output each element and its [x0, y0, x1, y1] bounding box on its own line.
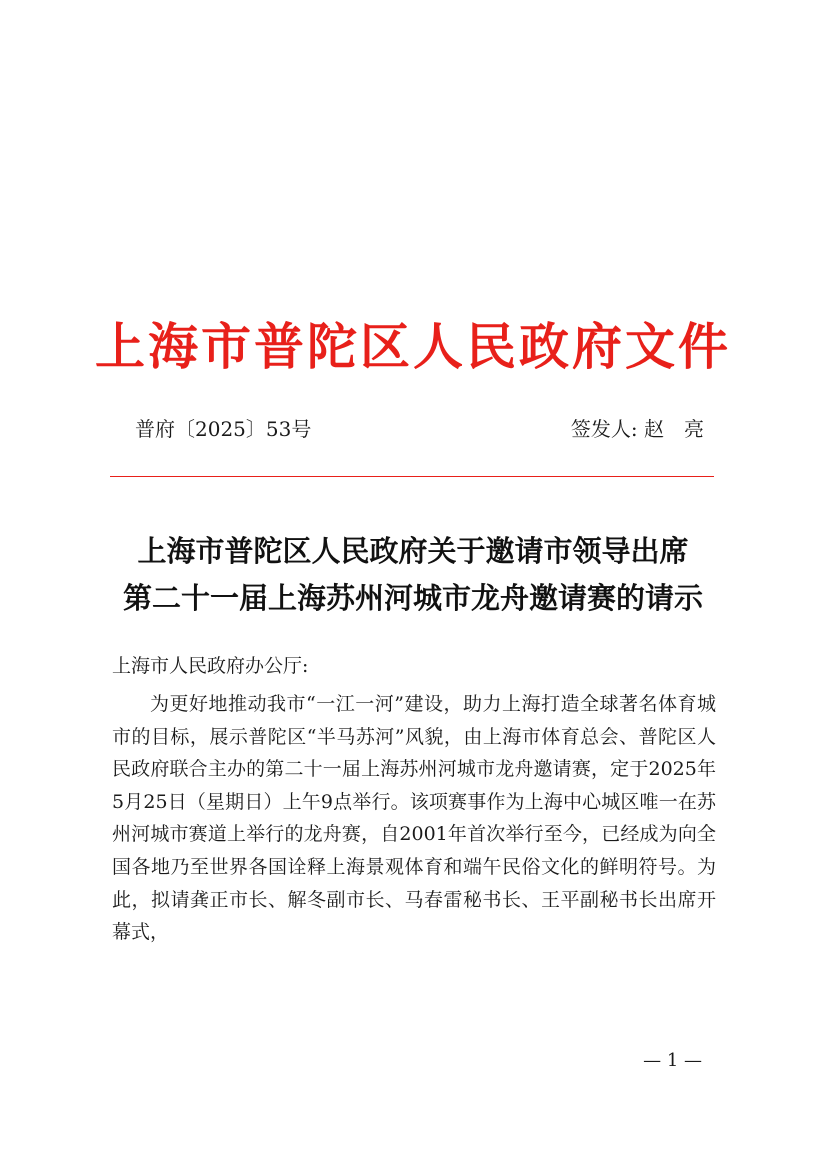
document-title	[0, 528, 826, 622]
signer-block	[570, 414, 724, 444]
addressee: 上海市人民政府办公厅:	[112, 655, 309, 677]
document-masthead: 上海市普陀区人民政府文件	[95, 317, 731, 376]
document-title-line-2: 第二十一届上海苏州河城市龙舟邀请赛的请示	[122, 581, 703, 615]
signer-name: 赵亮	[644, 417, 724, 441]
document-title-line-1: 上海市普陀区人民政府关于邀请市领导出席	[137, 534, 689, 568]
document-number: 普府〔2025〕53号	[135, 417, 312, 441]
signer-label: 签发人:	[570, 417, 638, 441]
body-paragraph: 为更好地推动我市“一江一河”建设，助力上海打造全球著名体育城市的目标，展示普陀区“半马苏河”风貌，由上海市体育总会、普陀区人民政府联合主办的第二十一届上海苏州河城市龙舟邀请赛，定于2025年5月25日（星期日）上午9点举行。该项赛事作为上海中心城区唯一在苏州河城市赛道上举行的龙舟赛，自2001年首次举行至今，已经成为向全国各地乃至世界各国诠释上海景观体育和端午民俗文化的鲜明符号。为此，拟请龚正市长、解冬副市长、马春雷秘书长、王平副秘书长出席开幕式，	[112, 693, 716, 944]
page-number: — 1 —	[643, 1050, 702, 1071]
red-separator-line	[110, 476, 714, 477]
